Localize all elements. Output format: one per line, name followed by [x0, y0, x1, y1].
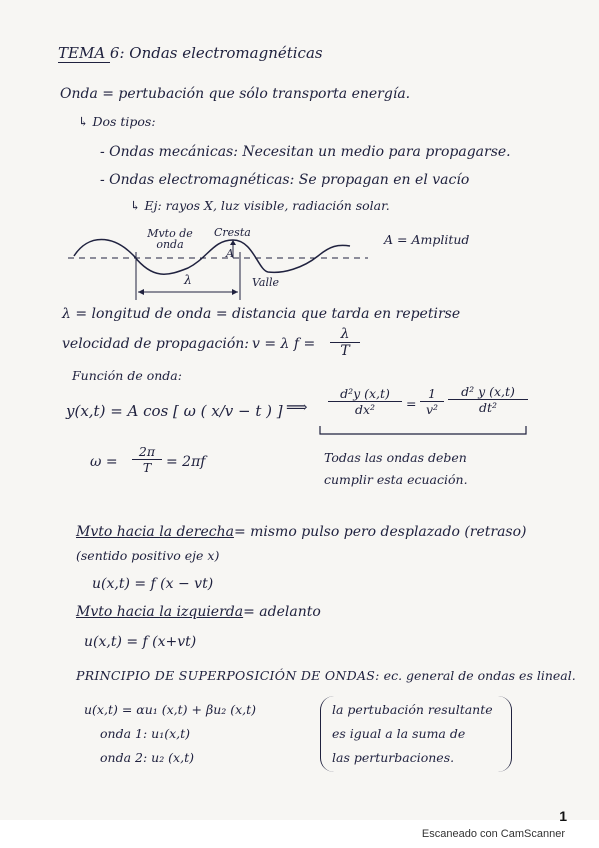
mvto-derecha-sub: (sentido positivo eje x): [76, 548, 220, 563]
lambda-arrow-right-head: [232, 289, 238, 295]
superposicion-note-line1: la pertubación resultante: [332, 702, 493, 717]
superposicion-rest: ec. general de ondas es lineal.: [383, 668, 576, 683]
tipo-electromagneticas: - Ondas electromagnéticas: Se propagan en el vacío: [100, 172, 470, 188]
mvto-onda-label: Mvto de onda: [147, 227, 193, 251]
implies-arrow: ⟹: [286, 398, 308, 416]
page-number: 1: [559, 808, 567, 824]
wave-eq-coef-den: v²: [420, 401, 444, 417]
velocidad-frac-den: T: [330, 342, 360, 359]
funcion-label: Función de onda:: [72, 368, 182, 383]
todas-note-line1: Todas las ondas deben: [324, 450, 467, 465]
onda-definition: Onda = pertubación que sólo transporta energía.: [60, 86, 411, 102]
wave-eq-rhs: [448, 384, 528, 415]
wave-eq-bracket: [318, 426, 528, 440]
amplitud-label: A = Amplitud: [384, 232, 470, 247]
mvto-izquierda-head: Mvto hacia la izquierda: [76, 604, 244, 620]
wave-eq-lhs-den: dx²: [328, 401, 402, 417]
omega-frac-num: 2π: [138, 444, 156, 459]
omega-eq-left: ω =: [90, 454, 118, 470]
title-underline: [58, 62, 110, 63]
superposicion-head: PRINCIPIO DE SUPERPOSICIÓN DE ONDAS:: [76, 668, 380, 683]
tipo-em-ejemplo: ↳ Ej: rayos X, luz visible, radiación solar.: [130, 198, 390, 213]
superposicion-eq1: u(x,t) = αu₁ (x,t) + βu₂ (x,t): [84, 702, 257, 717]
mvto-derecha-eq: u(x,t) = f (x − vt): [92, 576, 214, 592]
mvto-izquierda-eq: u(x,t) = f (x+vt): [84, 634, 197, 650]
omega-fraction: [132, 444, 162, 475]
tipo-mecanicas: - Ondas mecánicas: Necesitan un medio para propagarse.: [100, 144, 511, 160]
wave-eq-equals: =: [406, 396, 417, 411]
tipos-intro: ↳ Dos tipos:: [78, 114, 156, 129]
valle-label: Valle: [252, 276, 280, 289]
lambda-symbol: λ: [184, 272, 192, 287]
superposicion-eq2: onda 1: u₁(x,t): [100, 726, 191, 741]
wave-eq-rhs-num: d² y (x,t): [461, 384, 515, 399]
lambda-definition: λ = longitud de onda = distancia que tarda en repetirse: [62, 306, 461, 322]
wave-curve: [74, 240, 350, 275]
wave-eq-rhs-den: dt²: [448, 399, 528, 415]
velocidad-frac-num: λ: [340, 326, 350, 342]
page-title: TEMA 6: Ondas electromagnéticas: [58, 44, 323, 62]
omega-frac-den: T: [132, 459, 162, 475]
wave-eq-coef-num: 1: [428, 386, 436, 401]
wave-eq-coef: [420, 386, 444, 417]
amplitude-mark: A: [226, 247, 234, 260]
wave-eq-lhs: [328, 386, 402, 417]
velocidad-label: velocidad de propagación:: [62, 336, 250, 352]
superposicion-note-line2: es igual a la suma de: [332, 726, 466, 741]
superposicion-note-line3: las perturbaciones.: [332, 750, 455, 765]
superposicion: [76, 668, 576, 683]
velocidad-equation: v = λ f =: [252, 336, 316, 352]
scanner-footer: Escaneado con CamScanner: [421, 828, 565, 840]
mvto-derecha: [76, 524, 527, 540]
velocidad-fraction: [330, 326, 360, 359]
todas-note-line2: cumplir esta ecuación.: [324, 472, 468, 487]
wave-eq-lhs-num: d²y (x,t): [340, 386, 390, 401]
superposicion-eq3: onda 2: u₂ (x,t): [100, 750, 194, 765]
omega-eq-right: = 2πf: [166, 454, 206, 470]
mvto-izquierda-rest: = adelanto: [243, 604, 321, 620]
funcion-equation: y(x,t) = A cos [ ω ( x/v − t ) ]: [66, 402, 283, 420]
mvto-derecha-rest: = mismo pulso pero desplazado (retraso): [233, 524, 527, 540]
cresta-label: Cresta: [214, 226, 251, 239]
mvto-derecha-head: Mvto hacia la derecha: [76, 524, 234, 540]
lambda-arrow-left-head: [138, 289, 144, 295]
mvto-izquierda: [76, 604, 321, 620]
